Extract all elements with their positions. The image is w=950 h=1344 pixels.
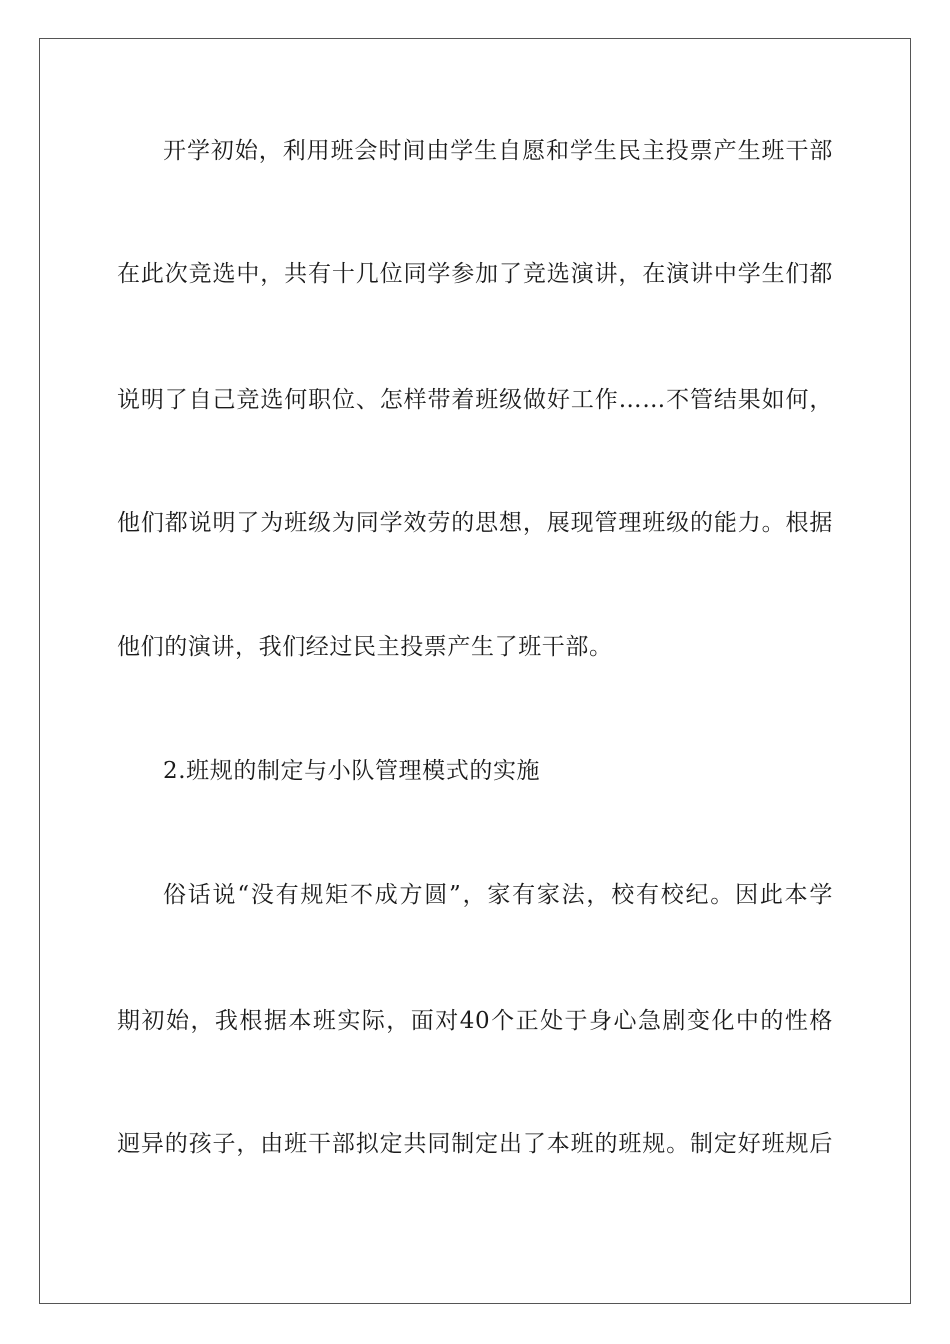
paragraph-1-line-4: 他们都说明了为班级为同学效劳的思想，展现管理班级的能力。根据 — [117, 510, 833, 536]
paragraph-1-line-2: 在此次竞选中，共有十几位同学参加了竞选演讲，在演讲中学生们都 — [117, 261, 833, 287]
paragraph-2-line-3: 迥异的孩子，由班干部拟定共同制定出了本班的班规。制定好班规后 — [117, 1131, 833, 1157]
page-border — [39, 38, 911, 1304]
paragraph-1-line-5: 他们的演讲，我们经过民主投票产生了班干部。 — [117, 634, 613, 660]
paragraph-1-line-1: 开学初始，利用班会时间由学生自愿和学生民主投票产生班干部 — [163, 138, 833, 164]
paragraph-2-line-2: 期初始，我根据本班实际，面对40个正处于身心急剧变化中的性格 — [117, 1008, 833, 1034]
paragraph-1-line-3: 说明了自己竞选何职位、怎样带着班级做好工作……不管结果如何， — [117, 387, 833, 413]
paragraph-2-line-1: 俗话说“没有规矩不成方圆”，家有家法，校有校纪。因此本学 — [163, 882, 833, 908]
section-heading: 2.班规的制定与小队管理模式的实施 — [163, 758, 541, 784]
